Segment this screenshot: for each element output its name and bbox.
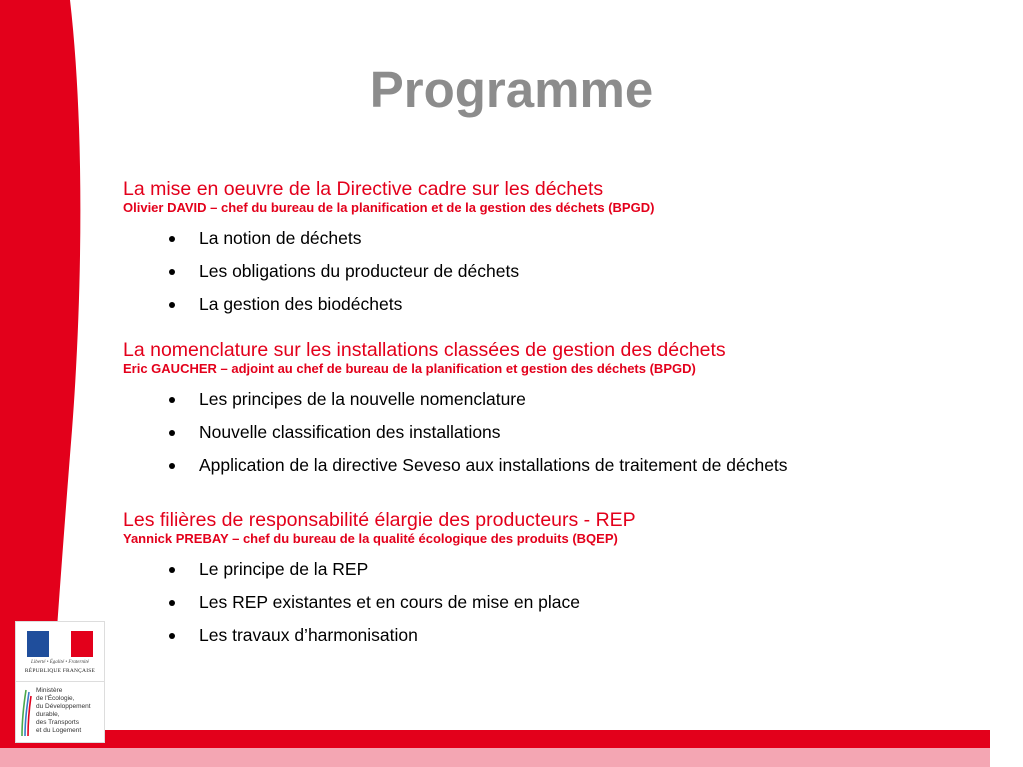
section-dechets [123,178,983,321]
logo-motto: Liberté • Égalité • Fraternité [31,660,89,665]
bullet-text: Les principes de la nouvelle nomenclature [199,389,526,409]
bullet-dot-icon [169,302,175,308]
section-nomenclature [123,339,983,482]
bullet-dot-icon [169,397,175,403]
bottom-pink-stripe [0,748,990,767]
section-heading: La mise en oeuvre de la Directive cadre sur les déchets [123,178,604,200]
bullet-dot-icon [169,269,175,275]
bullet-dot-icon [169,600,175,606]
bullet-text: La notion de déchets [199,228,362,248]
bullet-list [123,222,983,321]
ministry-lines-icon [20,688,32,738]
bullet-item [123,586,983,619]
section-heading: Les filières de responsabilité élargie des producteurs - REP [123,509,636,531]
bullet-dot-icon [169,463,175,469]
section-speaker: Eric GAUCHER – adjoint au chef de bureau de la planification et gestion des déchets (BPGD) [123,361,696,376]
bullet-item [123,619,983,652]
bullet-dot-icon [169,430,175,436]
bullet-text: Les REP existantes et en cours de mise en place [199,592,581,612]
section-heading: La nomenclature sur les installations classées de gestion des déchets [123,339,726,361]
bullet-list [123,383,983,482]
ministry-logo [15,621,105,743]
bullet-text: La gestion des biodéchets [199,294,403,314]
bullet-item [123,553,983,586]
section-rep [123,509,983,652]
bullet-item [123,449,983,482]
bullet-item [123,416,983,449]
bullet-text: Nouvelle classification des installations [199,422,501,442]
bullet-item [123,383,983,416]
bullet-text: Les obligations du producteur de déchets [199,261,520,281]
bullet-dot-icon [169,633,175,639]
bullet-text: Le principe de la REP [199,559,369,579]
logo-republic: RÉPUBLIQUE FRANÇAISE [24,668,96,674]
bottom-red-stripe [0,730,990,748]
bullet-text: Les travaux d’harmonisation [199,625,418,645]
ministry-name: Ministère de l'Écologie, du Développement durable, des Transports et du Logement [36,687,91,734]
bullet-item [123,255,983,288]
bullet-list [123,553,983,652]
bullet-item [123,222,983,255]
bullet-text: Application de la directive Seveso aux installations de traitement de déchets [199,455,788,475]
section-speaker: Yannick PREBAY – chef du bureau de la qualité écologique des produits (BQEP) [123,531,618,546]
republique-francaise-logo [16,622,104,682]
slide-title: Programme [369,61,654,118]
bullet-dot-icon [169,236,175,242]
section-speaker: Olivier DAVID – chef du bureau de la planification et de la gestion des déchets (BPGD) [123,200,655,215]
french-flag-icon [27,631,93,657]
bullet-item [123,288,983,321]
bullet-dot-icon [169,567,175,573]
